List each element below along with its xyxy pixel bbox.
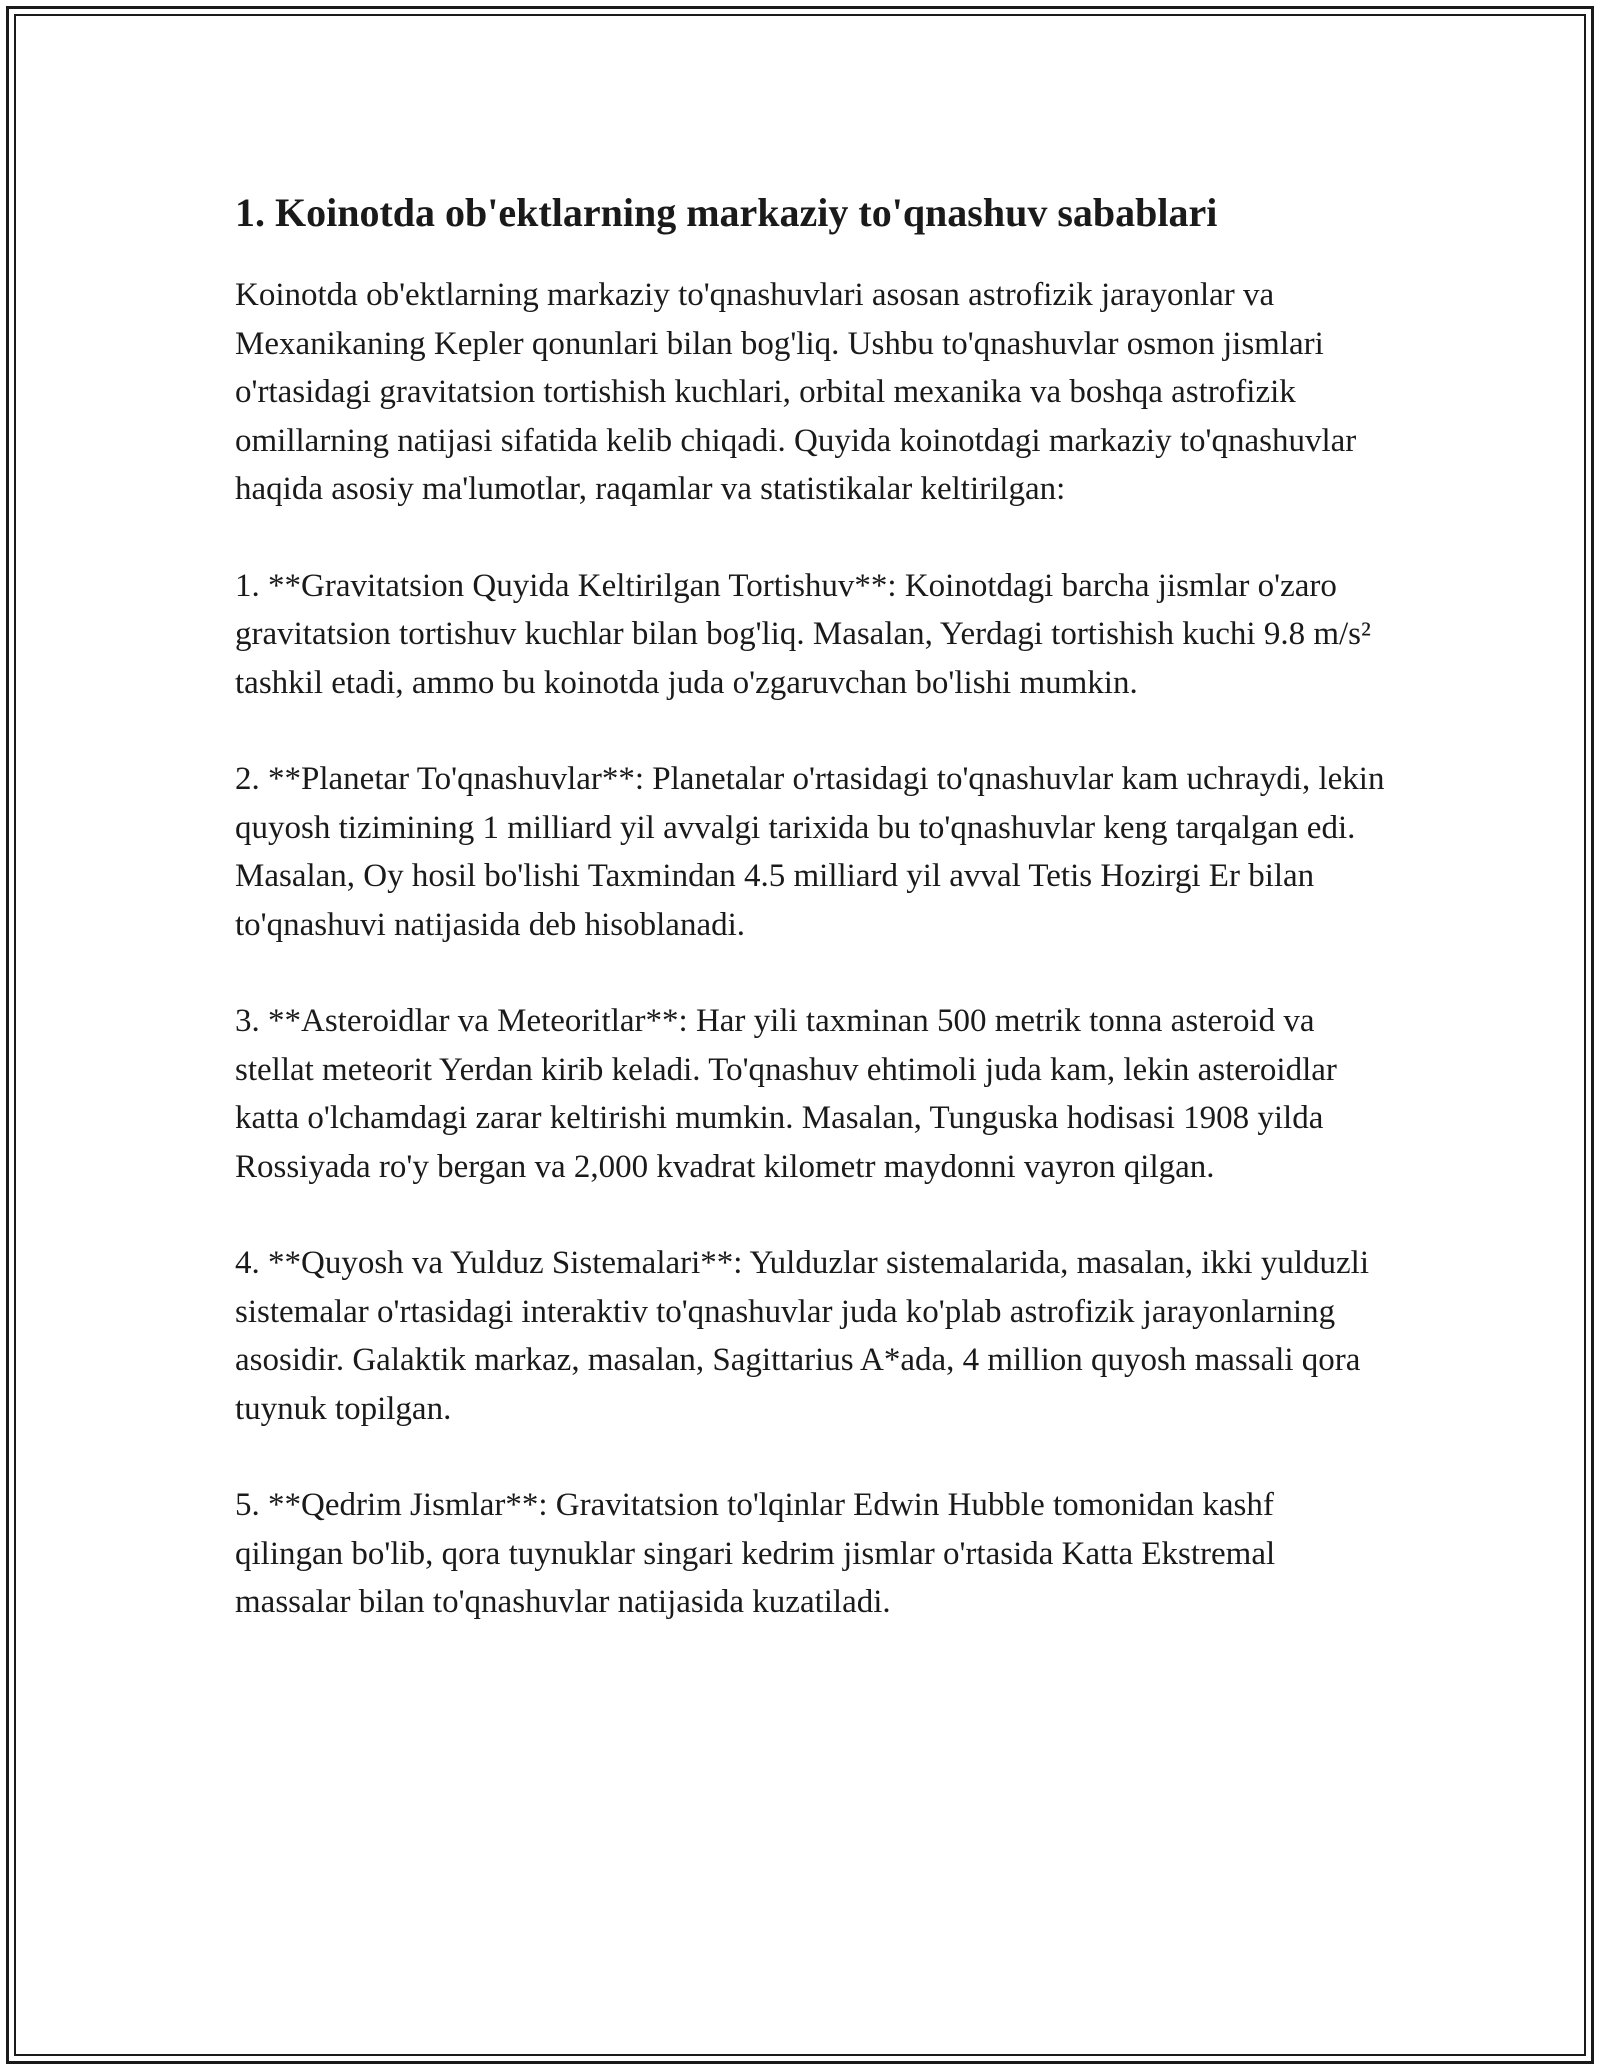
list-item-1: 1. **Gravitatsion Quyida Keltirilgan Tortishuv**: Koinotdagi barcha jismlar o'zaro gravitatsion tortishuv kuchlar bilan bog'liq. Masalan, Yerdagi tortishish kuchi 9.8 m/s² tashkil etadi, ammo bu koinotda juda o'zgaruvchan bo'lishi mumkin. [235, 567, 1371, 701]
document-body [235, 185, 1385, 1675]
list-item-2: 2. **Planetar To'qnashuvlar**: Planetalar o'rtasidagi to'qnashuvlar kam uchraydi, lekin quyosh tizimining 1 milliard yil avvalgi tarixida bu to'qnashuvlar keng tarqalgan edi. Masalan, Oy hosil bo'lishi Taxmindan 4.5 milliard yil avval Tetis Hozirgi Er bilan to'qnashuvi natijasida deb hisoblanadi. [235, 761, 1385, 943]
section-title: 1. Koinotda ob'ektlarning markaziy to'qnashuv sabablari [235, 190, 1218, 235]
list-item-5: 5. **Qedrim Jismlar**: Gravitatsion to'lqinlar Edwin Hubble tomonidan kashf qilingan bo'lib, qora tuynuklar singari kedrim jismlar o'rtasida Katta Ekstremal massalar bilan to'qnashuvlar natijasida kuzatiladi. [235, 1487, 1276, 1620]
list-item-4: 4. **Quyosh va Yulduz Sistemalari**: Yulduzlar sistemalarida, masalan, ikki yulduzli sistemalar o'rtasidagi interaktiv to'qnashuvlar juda ko'plab astrofizik jarayonlarning asosidir. Galaktik markaz, masalan, Sagittarius A*ada, 4 million quyosh massali qora tuynuk topilgan. [235, 1245, 1370, 1427]
intro-paragraph: Koinotda ob'ektlarning markaziy to'qnashuvlari asosan astrofizik jarayonlar va Mexanikaning Kepler qonunlari bilan bog'liq. Ushbu to'qnashuvlar osmon jismlari o'rtasidagi gravitatsion tortishish kuchlari, orbital mexanika va boshqa astrofizik omillarning natijasi sifatida kelib chiqadi. Quyida koinotdagi markaziy to'qnashuvlar haqida asosiy ma'lumotlar, raqamlar va statistikalar keltirilgan: [235, 277, 1357, 507]
list-item-3: 3. **Asteroidlar va Meteoritlar**: Har yili taxminan 500 metrik tonna asteroid va stellat meteorit Yerdan kirib keladi. To'qnashuv ehtimoli juda kam, lekin asteroidlar katta o'lchamdagi zarar keltirishi mumkin. Masalan, Tunguska hodisasi 1908 yilda Rossiyada ro'y bergan va 2,000 kvadrat kilometr maydonni vayron qilgan. [235, 1003, 1337, 1185]
